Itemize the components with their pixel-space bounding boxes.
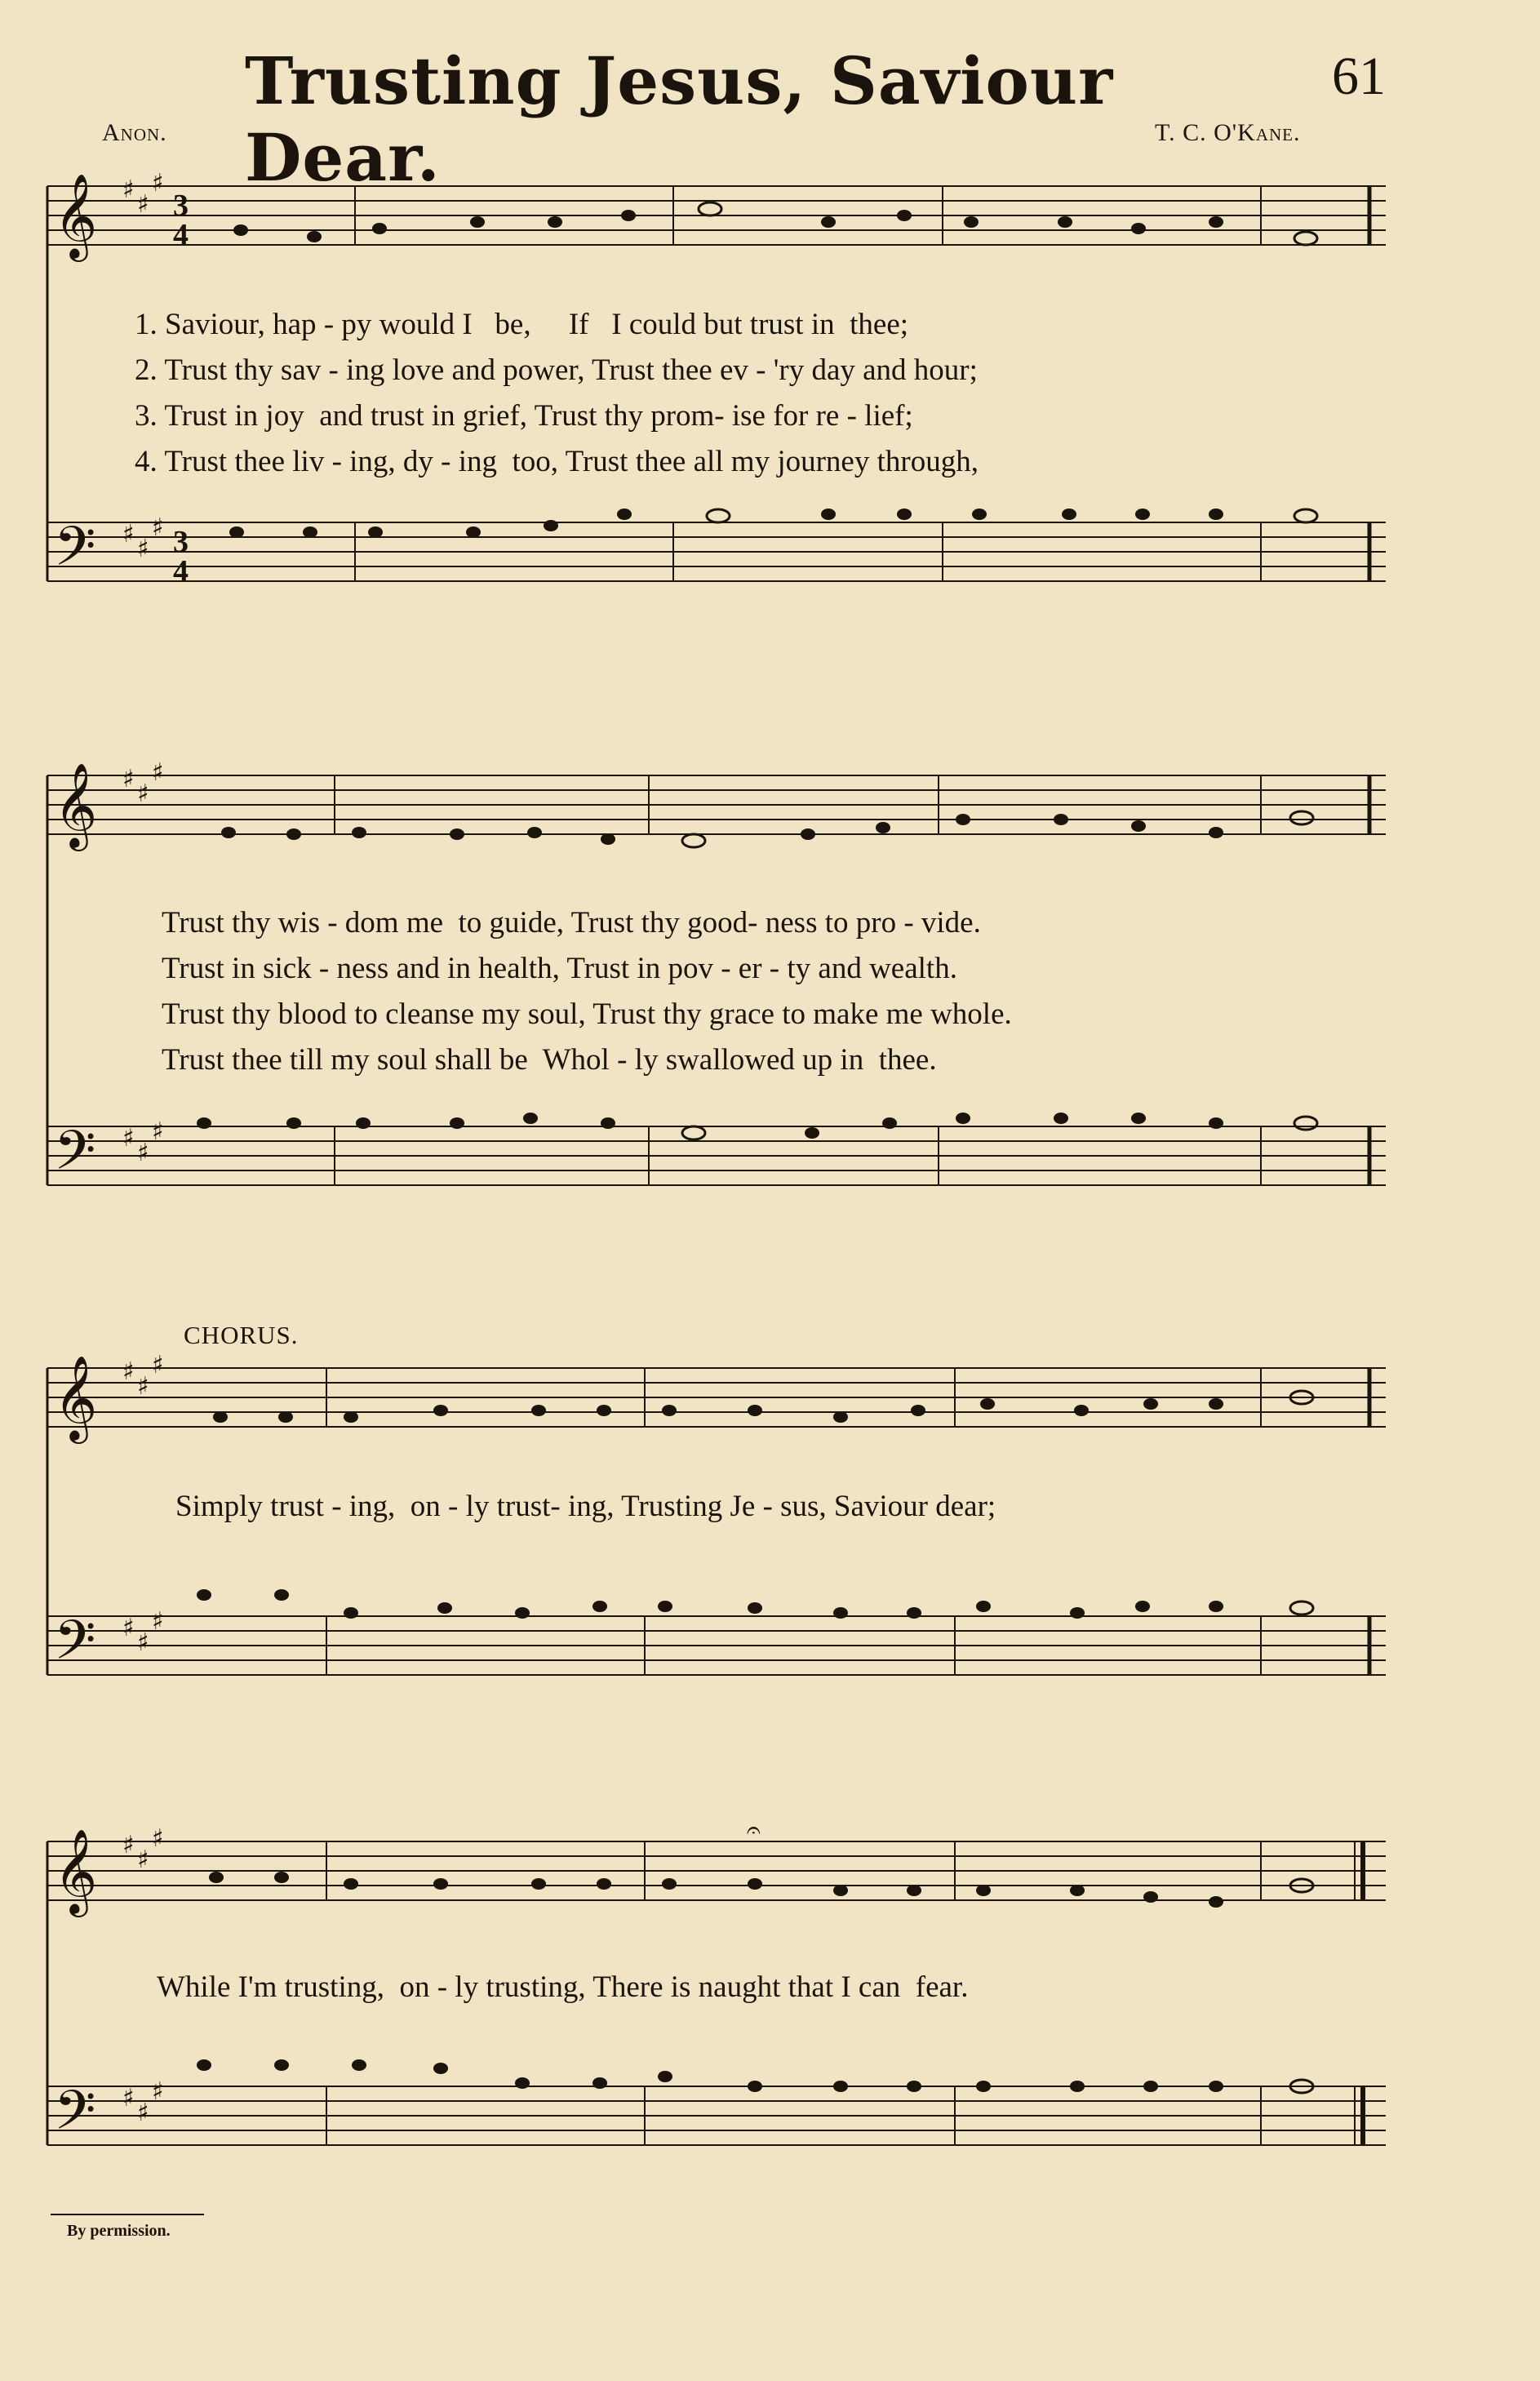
verse-text: Trust in joy and trust in grief, Trust thy prom- ise for re - lief; [164,399,913,433]
svg-text:𝄞: 𝄞 [54,1828,98,1914]
svg-text:♯: ♯ [122,1831,135,1859]
svg-text:♯: ♯ [122,1614,135,1642]
svg-text:♯: ♯ [122,1357,135,1386]
verse-number: 1. [135,308,158,341]
verse-4-line-1 [135,444,979,479]
chorus-line-1: Simply trust - ing, on - ly trust- ing, Trusting Je - sus, Saviour dear; [175,1490,996,1523]
svg-text:♯: ♯ [152,513,164,542]
svg-text:♯: ♯ [152,758,164,787]
svg-text:♯: ♯ [152,1351,164,1379]
svg-text:4: 4 [173,554,189,589]
svg-text:♯: ♯ [122,1124,135,1153]
svg-text:♯: ♯ [137,1372,149,1401]
chorus-label: CHORUS. [184,1321,299,1349]
fermata-icon: 𝄐 [747,1816,761,1845]
svg-text:♯: ♯ [137,780,149,808]
svg-text:𝄢: 𝄢 [54,515,96,591]
verse-number: 3. [135,399,158,433]
svg-text:𝄢: 𝄢 [54,1609,96,1685]
composer-credit: T. C. O'Kane. [1155,119,1301,146]
svg-text:♯: ♯ [137,1846,149,1874]
verse-2-line-2: Trust in sick - ness and in health, Trust in pov - er - ty and wealth. [162,952,957,985]
page-number: 61 [1332,47,1386,106]
svg-text:♯: ♯ [137,1139,149,1167]
verse-text: Trust thy sav - ing love and power, Trust thee ev - 'ry day and hour; [164,353,978,387]
verse-number: 2. [135,353,158,387]
svg-text:♯: ♯ [152,1824,164,1853]
music-system-4 [0,1816,1540,2204]
svg-text:♯: ♯ [152,2077,164,2106]
svg-text:♯: ♯ [122,520,135,549]
svg-text:♯: ♯ [137,535,149,563]
svg-text:♯: ♯ [122,2084,135,2112]
page-title: Trusting Jesus, Saviour Dear. [245,42,1114,196]
author-credit: Anon. [102,119,167,146]
verse-number: 4. [135,445,158,478]
verse-3-line-2: Trust thy blood to cleanse my soul, Trust thy grace to make me whole. [162,997,1012,1031]
svg-text:3: 3 [173,525,189,559]
svg-text:3: 3 [173,189,189,223]
verse-text: Trust thee liv - ing, dy - ing too, Trust thee all my journey through, [164,445,979,478]
verse-1-line-2: Trust thy wis - dom me to guide, Trust thy good- ness to pro - vide. [162,906,981,940]
svg-text:♯: ♯ [137,190,149,219]
verse-1-line-1 [135,307,908,342]
verse-2-line-1 [135,353,978,388]
verse-3-line-1 [135,398,913,433]
svg-text:𝄞: 𝄞 [54,1355,98,1441]
svg-text:𝄞: 𝄞 [54,762,98,848]
chorus-line-2: While I'm trusting, on - ly trusting, There is naught that I can fear. [157,1970,969,2004]
svg-text:♯: ♯ [152,169,164,198]
svg-text:4: 4 [173,218,189,252]
svg-text:♯: ♯ [152,1117,164,1146]
svg-text:♯: ♯ [137,2099,149,2127]
footnote-rule [51,2214,204,2215]
svg-text:𝄞: 𝄞 [54,173,98,259]
music-system-3 [0,1347,1540,1730]
svg-text:𝄢: 𝄢 [54,1119,96,1195]
svg-text:♯: ♯ [152,1607,164,1636]
footnote: By permission. [67,2222,171,2240]
svg-text:♯: ♯ [137,1628,149,1657]
verse-4-line-2: Trust thee till my soul shall be Whol - ly swallowed up in thee. [162,1043,937,1077]
verse-text: Saviour, hap - py would I be, If I could but trust in thee; [165,308,909,341]
svg-text:𝄢: 𝄢 [54,2079,96,2155]
svg-text:♯: ♯ [122,765,135,793]
music-system-2 [0,759,1540,1216]
svg-text:♯: ♯ [122,175,135,204]
